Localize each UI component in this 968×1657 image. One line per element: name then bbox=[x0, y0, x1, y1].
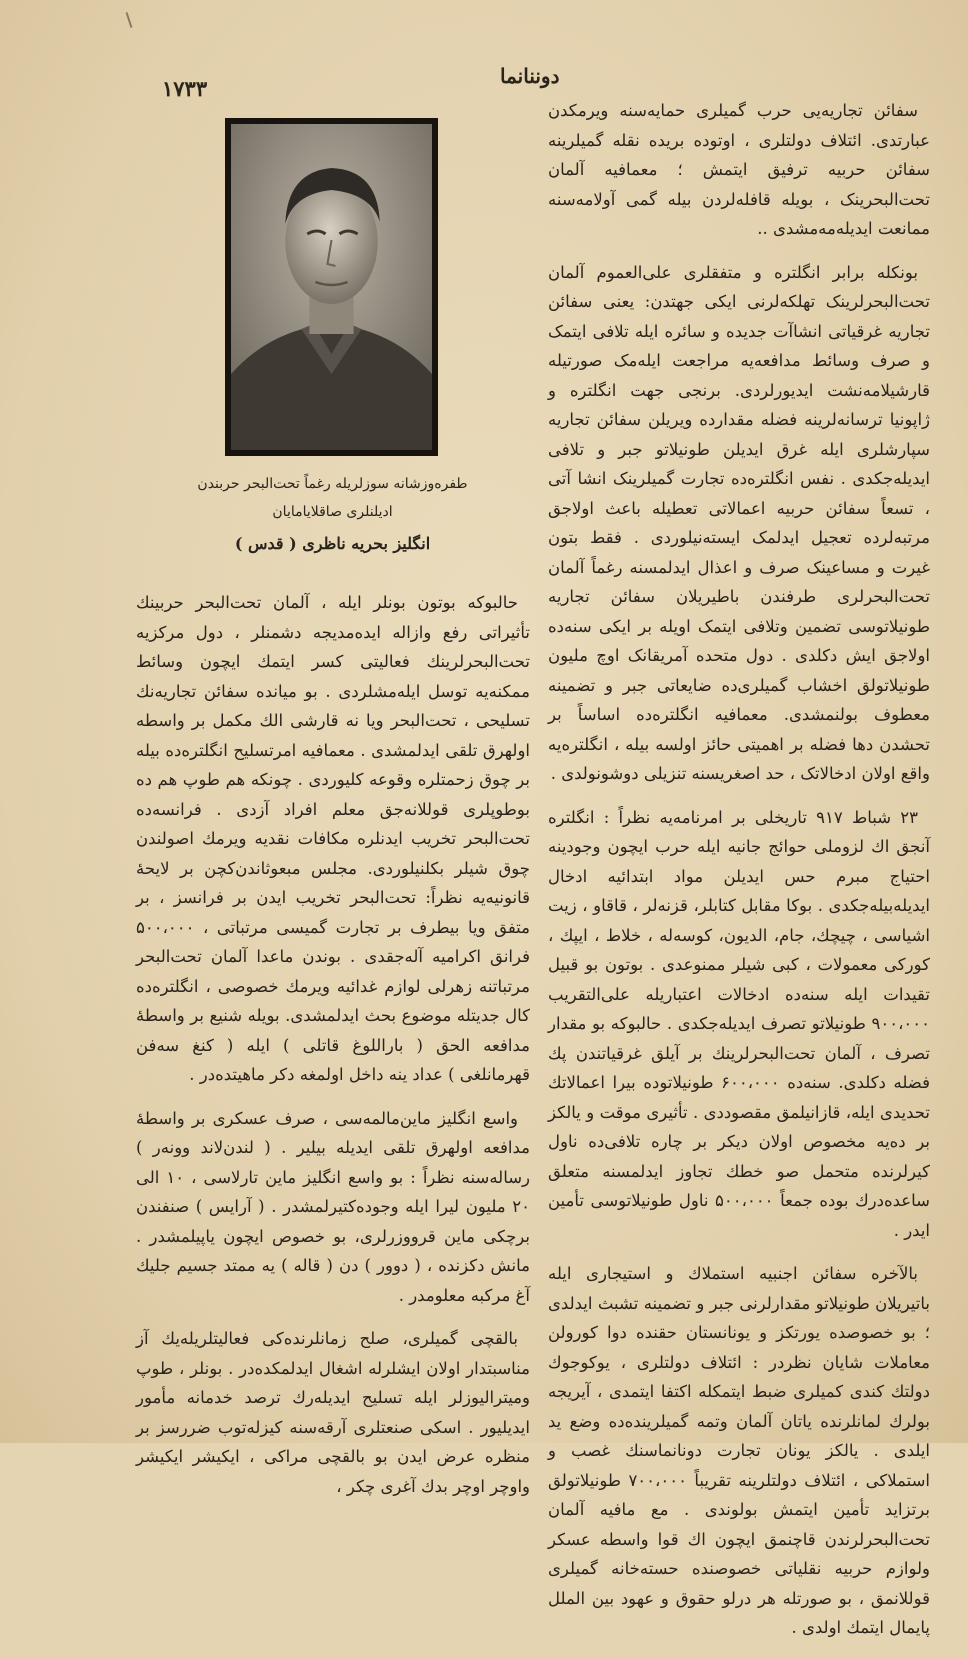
portrait-photo bbox=[225, 118, 438, 456]
photo-block bbox=[140, 110, 525, 565]
paragraph: واسع انگلیز ماین‌مالمه‌سی ، صرف عسکری بر واسطهٔ مدافعه اولهرق تلقی ایدیله بیلیر . ( لندن‌لاند وونه‌ر ) رساله‌سنه نظراً : بو واسع انگلیز ماین تارلاسی ، ۱۰ الی ۲۰ ملیون لیرا ایله وجوده‌کتیرلمشدر . ( آرایس ) صنفندن برچکی ماین قرووزرلری، بو خصوص ایچون یاپیلمشدر . مانش دکزنده ، ( دوور ) دن ( قاله ) یه ممتد جسیم جلیك آغ مرکبه معلومدر . bbox=[136, 1108, 531, 1305]
paper-mark bbox=[126, 12, 133, 28]
portrait-image bbox=[231, 124, 432, 450]
photo-caption bbox=[150, 470, 515, 558]
page-number: ١٧٣٣ bbox=[162, 76, 208, 101]
running-title: دوننانما bbox=[500, 64, 560, 88]
caption-line: طفره‌وزشانه سوزلریله رغماً تحت‌البحر حربندن bbox=[197, 476, 468, 492]
caption-line: ادیلنلری صاقلایامایان bbox=[272, 504, 393, 520]
paragraph: بونکله برابر انگلتره و متفقلری علی‌العموم آلمان تحت‌البحرلرینک تهلکه‌لرنی ایکی جهتدن: یعنی سفائن تجاریه غرقیاتی انشاآت جدیده و سائره ایله تلافی ایتمک و صرف وسائط مدافعه‌یه مراجعت ایله‌مک صورتیله قارشیلامه‌نشت ایدیورلردی. برنجی جهت انگلتره و ژاپونیا ترسانه‌لرینه فضله مقدارده ویریلن سفائن تجاریه سپارشلری ایله غرق ایدیلن طونیلاتو جبر و تلافی ایدیله‌جکدی . نفس انگلتره‌ده تجارت گمیلرینک انشا آتی ، تسعاً سفائن حربیه اعمالاتی تعطیله باعث اولاجق مرتبه‌لرده تعجیل ایدلمک ایسته‌نیلوردی . فقط بتون غیرت و مساعینک صرف و اعذال ایدلمسنه رغماً آلمان تحت‌البحرلری طرفندن باطیریلان سفائن تجاریه طونیلاتوسی تضمین وتلافی ایتمک اویله بر ایکی سنه‌ده اولاجق ایش دکلدی . دول متحده آمریقانک اوچ ملیون طونیلاتولق اخشاب گمیلری‌ده ضایعاتی جبر و تضمینه معطوف بولنمشدی. معمافیه انگلتره‌ده اساساً بر تحشدن دها فضله بر اهمیتی حائز اولسه بیله ، انگلتره‌یه واقع اولان ادخالاتک ، حد اصغریسنه تنزیلی دوشونولدی . bbox=[548, 262, 930, 783]
right-column bbox=[548, 96, 930, 1657]
paragraph: بالقچی گمیلری، صلح زمانلرنده‌کی فعالیتلریله‌یك آز مناسبتدار اولان ایشلرله اشغال ایدلمکده‌در . بونلر ، طوپ ومیترالیوزلر ایله تسلیح ایدیله‌رك ترصد خدمانه مأمور ایدیلیور . اسکی صنعتلری آرقه‌سنه کیزله‌توب ضررسز بر منظره عرض ایدن بو بالقچی مراکی ، ایکیشر ایکیشر واوچر اوچر بدك آغری چکر ، bbox=[136, 1329, 530, 1496]
paragraph: ۲۳ شباط ۹۱۷ تاریخلی بر امرنامه‌یه نظراً : انگلتره آنجق اك لزوملی حوائج جانیه ایله حرب ایچون وجودینه احتیاج مبرم حس ایدیلن مواد ابتدائیه ادخال ایدیله‌بیله‌جکدی . بوکا مقابل کتابلر، قزنه‌لر ، قاقاو ، زیت اشیاسی ، چیچك، جام، الدیون، کوسه‌له ، خلاط ، ایپك ، کورکی معمولات ، کبی شیلر ممنوعدی . بوتون بو قبیل تقیدات ایله سنه‌ده ادخالات اعتباریله علی‌التقریب ۹۰۰،۰۰۰ طونیلاتو تصرف ایدیله‌جکدی . حالبوکه بو مقدار تصرف ، آلمان تحت‌البحرلرینك بر آیلق غرقیاتندن پك فضله دکلدی. سنه‌ده ۶۰۰،۰۰۰ طونیلاتوده بیرا اعمالاتك تحدیدی ایله، قازانیلمق مقصوددی . تأثیری موقت و یالکز بر ده‌یه مخصوص اولان دیکر بر چاره تلافی‌ده ناول کیرلرنده متحمل صو خطك تجاوز ایدلمسنه متعلق ساعده‌درك بوده جمعاً ۵۰۰،۰۰۰ ناول طونیلاتوسی تأمین ایدر . bbox=[548, 807, 930, 1240]
page-header bbox=[150, 60, 908, 100]
paragraph: سفائن تجاریه‌یی حرب گمیلری حمایه‌سنه ویرمکدن عبارتدی. ائتلاف دولتلری ، اوتوده بریده نقله گمیلرینه سفائن حربیه ترفیق ایتمش ؛ معمافیه آلمان تحت‌البحرینک ، بویله قافله‌لردن بیله گمی آولامه‌سنه ممانعت ایدیله‌مه‌مشدی .. bbox=[548, 101, 930, 238]
paragraph: حالبوکه بوتون بونلر ایله ، آلمان تحت‌البحر حربینك تأثیراتی رفع وازاله ایده‌مدیجه دشمنلر ، دول مرکزیه تحت‌البحرلرینك فعالیتی کسر ایتمك ایچون وسائط ممکنه‌یه توسل ایله‌مشلردی . بو میانده سفائن تجاریه‌نك تسلیحی ، تحت‌البحر ویا نه قارشی الك مکمل بر واسطه اولهرق تلقی ایدلمشدی . معمافیه امرتسلیح انگلتره‌ده بیله بر چوق زحمتلره وقوعه کلیوردی . چونکه هم طوپ هم ده بوطوپلری قوللانه‌جق معلم افراد آزدی . فرانسه‌ده تحت‌البحر تخریب ایدنلره مکافات نقدیه ویرمك اصولندن چوق شیلر بکلنیلوردی. مجلس مبعوثاندن‌کچن بر لایحهٔ قانونیه‌یه نظراً: تحت‌البحر تخریب ایدن بر فرانسز ، بر متفق ویا بیطرف بر تجارت گمیسی مرتباتی ، ۵۰۰،۰۰۰ فرانق اکرامیه آله‌جقدی . بوندن ماعدا آلمان تحت‌البحر مرتباتنه زهرلی لوازم غدائیه ویرمك خصوصی ، انگلتره‌ده کال جدیتله موضوع بحث ایدلمشدی. بویله شنیع بر واسطهٔ مدافعه الحق ( باراللوغ قاتلی ) ایله ( کنغ سه‌فن قهرمانلغی ) عداد ینه داخل اولمغه دکر ماهیتده‌در . bbox=[136, 593, 530, 1084]
paragraph: بالآخره سفائن اجنبیه استملاك و استیجاری ایله باتیریلان طونیلاتو مقدارلرنی جبر و تضمینه تشبث ایدلدی ؛ بو خصوصده یورتکز و یونانستان حقنده دوا کورولن معاملات شایان نظردر : ائتلاف دولتلری ، یوکوجوك دولتك کندی کمیلری ضبط ایتمکله اکتفا ایتمدی ، آیریجه بولرك لمانلرنده یاتان آلمان وتمه گمیلرینده‌ده وضع ید ایلدی . یالکز یونان تجارت دونانماسنك غصب و استملاکی ، ائتلاف دولتلرینه تقریباً ۷۰۰،۰۰۰ طونیلاتولق برتزاید تأمین ایتمش بولوندی . مع مافیه آلمان تحت‌البحرلرندن قاچنمق ایچون اك قوا واسطه عسکر ولوازم حربیه نقلیاتی خصوصنده حسته‌خانه گمیلری قوللانمق ، بو صورتله هر درلو حقوق و عهود بین الملل پایمال ایتمك اولدی . bbox=[548, 1264, 930, 1637]
left-column bbox=[136, 588, 530, 1515]
caption-name: انگلیز بحریه ناظری ( قدس ) bbox=[234, 534, 431, 553]
